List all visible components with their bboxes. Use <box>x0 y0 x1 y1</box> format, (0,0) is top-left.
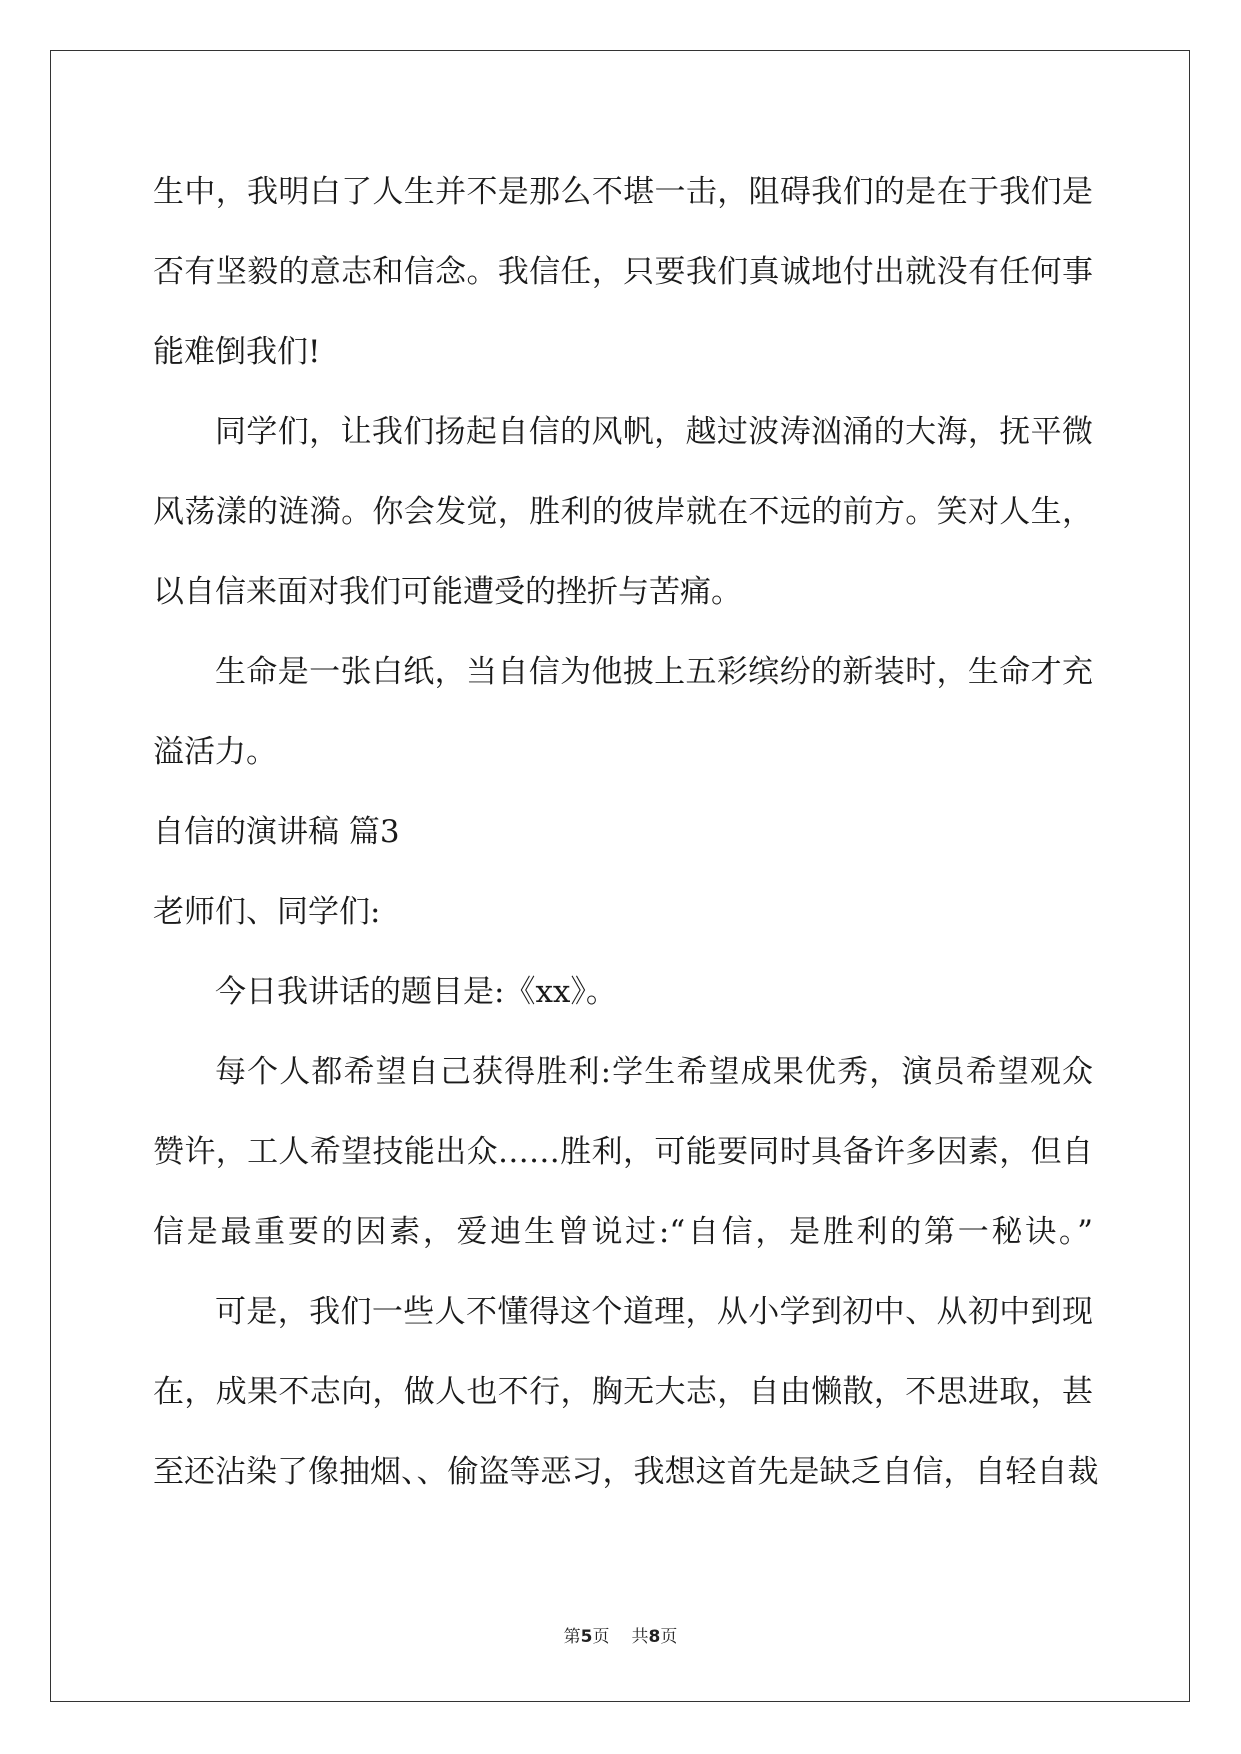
body-line: 溢活力。 <box>153 734 277 770</box>
section-heading: 自信的演讲稿 篇3 <box>153 814 400 850</box>
body-line: 至还沾染了像抽烟、、偷盗等恶习，我想这首先是缺乏自信，自轻自裁 <box>153 1454 1099 1490</box>
body-line: 生命是一张白纸，当自信为他披上五彩缤纷的新装时，生命才充 <box>215 654 1093 690</box>
body-line: 否有坚毅的意志和信念。我信任，只要我们真诚地付出就没有任何事 <box>153 254 1093 290</box>
total-prefix: 共 <box>631 1627 649 1647</box>
body-line: 在，成果不志向，做人也不行，胸无大志，自由懒散，不思进取，甚 <box>153 1374 1093 1410</box>
body-line: 同学们，让我们扬起自信的风帆，越过波涛汹涌的大海，抚平微 <box>215 414 1093 450</box>
body-line: 每个人都希望自己获得胜利:学生希望成果优秀，演员希望观众 <box>215 1054 1093 1090</box>
body-line: 今日我讲话的题目是:《xx》。 <box>215 974 617 1010</box>
body-line: 能难倒我们! <box>153 334 321 370</box>
body-line: 以自信来面对我们可能遭受的挫折与苦痛。 <box>153 574 742 610</box>
body-line: 生中，我明白了人生并不是那么不堪一击，阻碍我们的是在于我们是 <box>153 174 1093 210</box>
body-line: 风荡漾的涟漪。你会发觉，胜利的彼岸就在不远的前方。笑对人生， <box>153 494 1093 530</box>
body-line: 信是最重要的因素，爱迪生曾说过:“自信，是胜利的第一秘诀。” <box>153 1214 1093 1250</box>
salutation: 老师们、同学们: <box>153 894 381 930</box>
page-suffix: 页 <box>592 1627 610 1647</box>
total-suffix: 页 <box>660 1627 678 1647</box>
page-number: 5 <box>580 1627 593 1647</box>
page-prefix: 第 <box>563 1627 581 1647</box>
page-footer <box>0 1622 1241 1647</box>
body-line: 可是，我们一些人不懂得这个道理，从小学到初中、从初中到现 <box>215 1294 1093 1330</box>
body-line: 赞许，工人希望技能出众……胜利，可能要同时具备许多因素，但自 <box>153 1134 1093 1170</box>
total-pages: 8 <box>648 1627 661 1647</box>
